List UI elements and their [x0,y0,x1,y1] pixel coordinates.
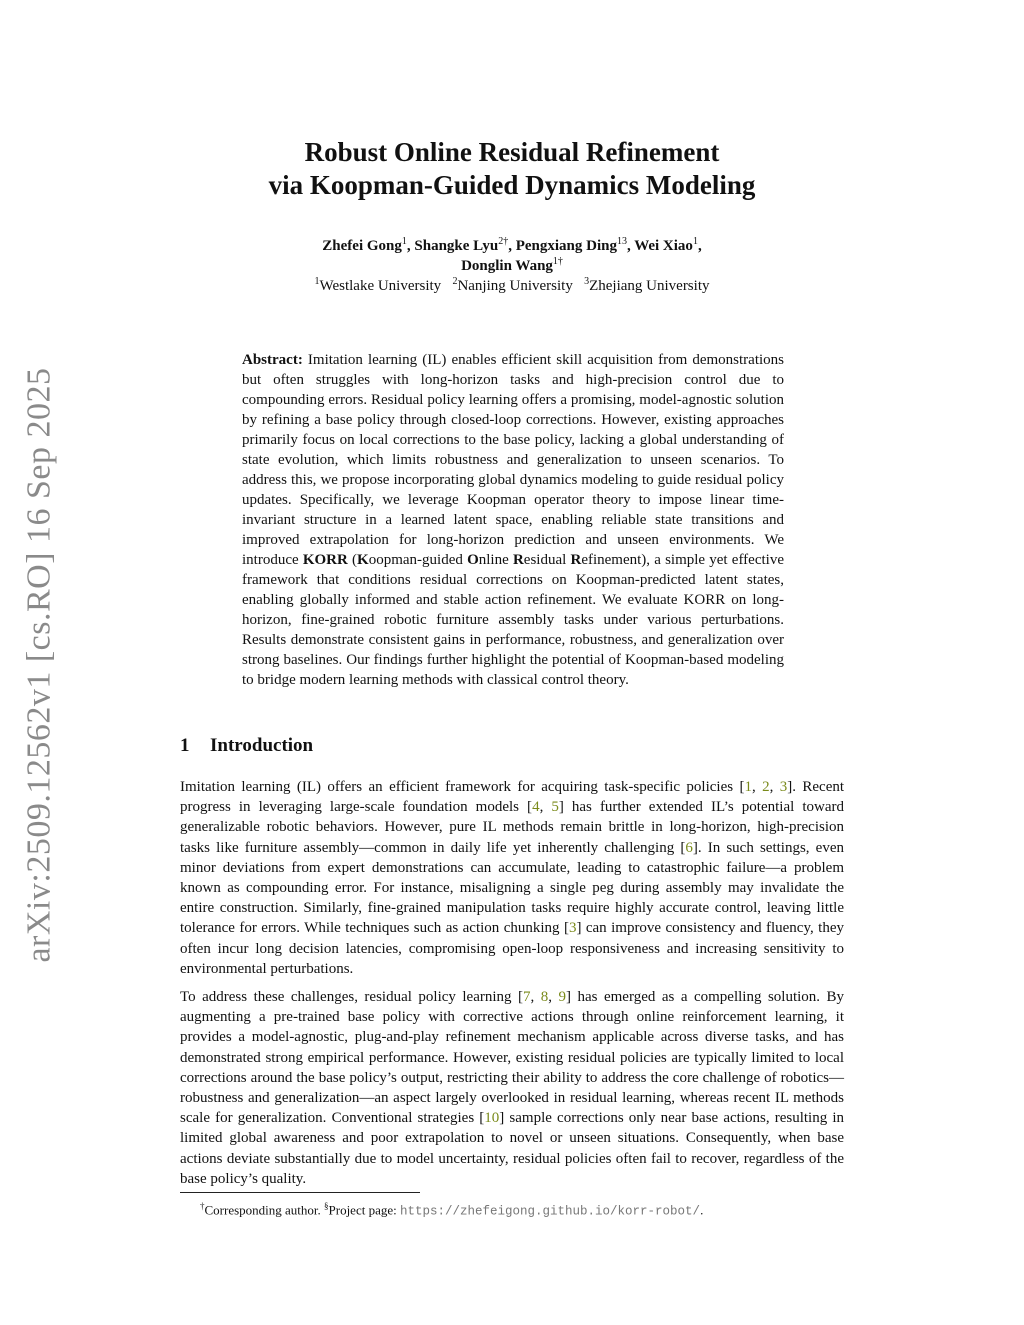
citation-link[interactable]: 3 [568,920,577,937]
citation-link[interactable]: 1 [744,779,752,795]
citation-link[interactable]: 3 [779,779,788,795]
author-name: Donglin Wang [461,258,553,274]
section-title: Introduction [210,735,314,756]
title-line-2: via Koopman-Guided Dynamics Modeling [268,170,756,200]
affiliations: $^1$Westlake University $^2$Nanjing University $^3$Zhejiang University [314,276,710,294]
korr-name: KORR [302,552,348,568]
author-block: Zhefei Gong$^1$, Shangke Lyu$^{2\dagger}$, Pengxiang Ding$^{13}$, Wei Xiao$^1$, Donglin Wang$^{1\dagger}$ $^1$Westlake University $^2$Nanjing University $^3$Zhejiang University [180,236,844,296]
author-sup: 1 [692,236,698,247]
abstract: Abstract: Imitation learning (IL) enables efficient skill acquisition from demonstrations but often struggles with long-horizon tasks and high-precision control due to compounding errors. Residual policy learning offers a promising, model-agnostic solution by refining a base policy through closed-loop corrections. However, existing approaches primarily focus on local corrections to the base policy, lacking a global understanding of state evolution, which limits robustness and generalization to unseen scenarios. To address this, we propose incorporating global dynamics modeling to guide residual policy updates. Specifically, we leverage Koopman operator theory to impose linear time-invariant structure in a learned latent space, enabling reliable state transitions and improved extrapolation for long-horizon prediction and unseen environments. We introduce KORR (Koopman-guided Online Residual Refinement), a simple yet effective framework that conditions residual corrections on Koopman-predicted latent states, enabling globally informed and stable action refinement. We evaluate KORR on long-horizon, fine-grained robotic furniture assembly tasks under various perturbations. Results demonstrate consistent gains in performance, robustness, and generalization over strong baselines. Our findings further highlight the potential of Koopman-based modeling to bridge modern learning methods with classical control theory. [242,352,784,688]
footnote: †Corresponding author. §Project page: https://zhefeigong.github.io/korr-robot/. [200,1201,704,1219]
author-name: Zhefei Gong [322,238,402,254]
citation-link[interactable]: 7 [523,989,531,1005]
affiliation: Zhejiang University [589,278,710,294]
intro-paragraph-2: To address these challenges, residual policy learning [7, 8, 9] has emerged as a compelling solution. By augmenting a pre-trained base policy with corrective actions through online reinforcement learning, it provides a model-agnostic, plug-and-play refinement mechanism applicable across diverse tasks, and has demonstrated strong empirical performance. However, existing residual policies are typically limited to local corrections around the base policy’s output, restricting their ability to address the core challenge of robotics—robustness and generalization—an aspect largely overlooked in residual learning, whereas recent IL methods scale for generalization. Conventional strategies [10] sample corrections only near base actions, resulting in limited global awareness and poor extrapolation to novel or unseen situations. Consequently, when base actions deviate substantially due to model uncertainty, residual policies often fail to recover, regardless of the base policy’s quality. [180,989,845,1187]
paper-title [180,136,844,202]
project-page-link[interactable]: https://zhefeigong.github.io/korr-robot/ [400,1204,701,1219]
citation-link[interactable]: 2 [762,779,770,795]
citation-link[interactable]: 9 [558,989,567,1005]
citation-link[interactable]: 10 [484,1110,500,1127]
citation-link[interactable]: 6 [685,839,693,856]
citation-link[interactable]: 5 [551,799,559,816]
citation-link[interactable]: 4 [532,799,540,816]
author-sup: 13 [616,236,627,247]
abstract-label: Abstract: [242,352,303,368]
author-sup: 1† [552,256,563,267]
citation-link[interactable]: 8 [540,989,549,1005]
author-name: Pengxiang Ding [515,238,617,254]
title-line-1: Robust Online Residual Refinement [304,137,720,167]
author-name: Wei Xiao [634,238,693,254]
arxiv-identifier: arXiv:2509.12562v1 [cs.RO] 16 Sep 2025 [21,367,58,963]
arxiv-sidebar [8,367,72,963]
section-number: 1 [180,735,190,756]
intro-paragraph-1: Imitation learning (IL) offers an efficient framework for acquiring task-specific policies [1, 2, 3]. Recent progress in leveraging large-scale foundation models [4, 5] has further extended IL’s potential toward generalizable robotic behaviors. However, pure IL methods remain brittle in long-horizon, high-precision tasks like furniture assembly—common in daily life yet inherently challenging [6]. In such settings, even minor deviations from expert demonstrations can accumulate, leading to catastrophic failure—a problem known as compounding error. For instance, misaligning a single peg during assembly may invalidate the entire construction. Similarly, fine-grained manipulation tasks require highly accurate control, leaving little tolerance for errors. While techniques such as action chunking [3] can improve consistency and fluency, they often incur long decision latencies, compromising open-loop responsiveness and increasing sensitivity to environmental perturbations. [180,779,845,977]
footnote-rule [180,1192,420,1193]
author-sup: 2† [498,236,509,247]
section-heading [180,735,313,757]
affiliation: Nanjing University [457,278,573,294]
author-name: Shangke Lyu [414,238,499,254]
author-sup: 1 [401,236,407,247]
affiliation: Westlake University [319,278,442,294]
